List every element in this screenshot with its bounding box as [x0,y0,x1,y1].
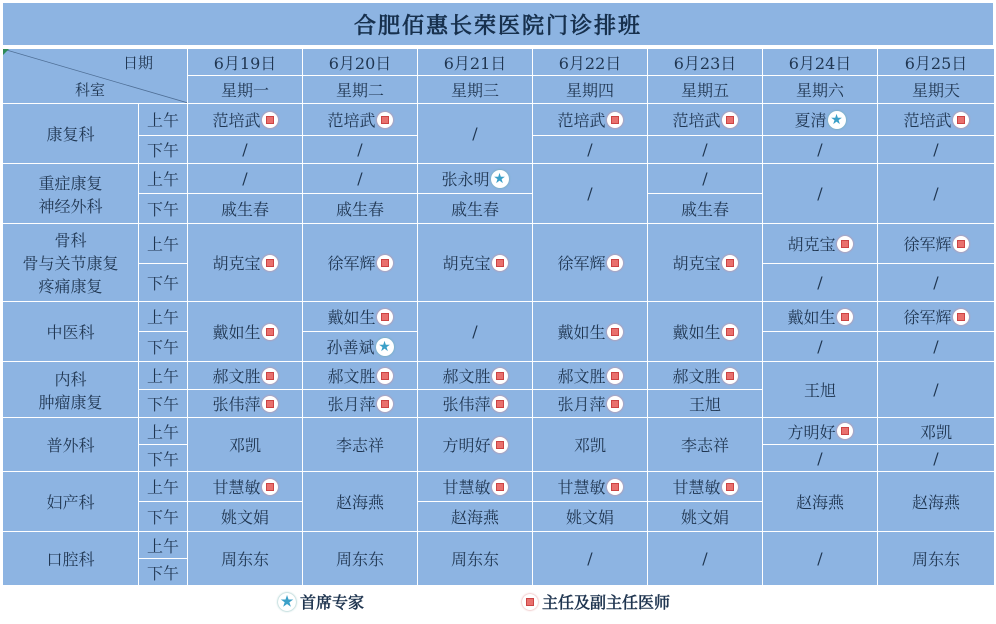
period-pm: 下午 [139,136,188,164]
square-icon [607,396,623,412]
doctor-name: 姚文娟 [648,502,763,532]
dept-line: 疼痛康复 [38,277,103,296]
dept-tcm: 中医科 [3,302,139,362]
doctor-name: 周东东 [188,532,303,586]
doctor-entry [327,364,392,387]
doctor-name: 戚生春 [648,194,763,224]
slash-cell: / [878,445,995,472]
doctor-name: 戚生春 [303,194,418,224]
doctor-entry [557,320,622,343]
slash-cell: / [533,164,648,224]
doctor-name: 郝文胜 [327,367,376,386]
header-corner [3,49,188,104]
square-icon [377,112,393,128]
date-cell: 6月22日 [533,49,648,76]
square-icon [522,594,538,610]
square-icon [262,255,278,271]
slash-cell: / [188,164,303,194]
dept-line: 神经外科 [38,196,103,216]
doctor-name: 范培武 [672,111,721,130]
dept-line: 肿瘤康复 [38,392,103,412]
square-icon [492,479,508,495]
doctor-name: 胡克宝 [212,254,261,273]
slash-cell: / [878,136,995,164]
doctor-name: 甘慧敏 [442,478,491,497]
square-icon [607,479,623,495]
slash-cell: / [763,532,878,586]
doctor-name: 邓凯 [188,418,303,472]
doctor-name: 周东东 [878,532,995,586]
slash-cell: / [533,532,648,586]
square-icon [262,112,278,128]
doctor-entry [212,320,277,343]
doctor-entry [672,320,737,343]
doctor-entry [787,232,852,255]
dept-obgyn: 妇产科 [3,472,139,532]
period-am: 上午 [139,418,188,445]
doctor-entry [794,108,845,131]
doctor-name: 胡克宝 [787,235,836,254]
legend-director-label: 主任及副主任医师 [542,593,671,612]
doctor-entry [442,433,507,456]
period-am: 上午 [139,472,188,502]
period-am: 上午 [139,224,188,264]
doctor-name: 甘慧敏 [557,478,606,497]
slash-cell: / [878,362,995,418]
doctor-name: 张伟萍 [442,395,491,414]
doctor-name: 张永明 [441,170,490,189]
square-icon [837,423,853,439]
doctor-name: 邓凯 [878,418,995,445]
slash-cell: / [878,164,995,224]
date-label: 日期 [122,54,153,72]
star-icon: ★ [278,593,296,611]
slash-cell: / [303,136,418,164]
square-icon [607,324,623,340]
doctor-entry [327,392,392,415]
doctor-entry [442,392,507,415]
doctor-name: 李志祥 [648,418,763,472]
date-cell: 6月25日 [878,49,995,76]
slash-cell: / [303,164,418,194]
schedule-sheet [2,2,994,582]
square-icon [837,236,853,252]
doctor-name: 郝文胜 [557,367,606,386]
square-icon [722,324,738,340]
slash-cell: / [188,136,303,164]
square-icon [377,255,393,271]
dept-surgery: 普外科 [3,418,139,472]
slash-cell: / [418,104,533,164]
doctor-entry [672,364,737,387]
square-icon [492,368,508,384]
doctor-entry [326,335,393,358]
doctor-name: 范培武 [212,111,261,130]
dept-label: 科室 [75,81,106,99]
period-am: 上午 [139,104,188,136]
square-icon [492,396,508,412]
doctor-entry [442,475,507,498]
slash-cell: / [763,445,878,472]
square-icon [262,368,278,384]
square-icon [953,236,969,252]
doctor-entry [212,251,277,274]
doctor-entry [327,251,392,274]
legend [0,588,996,618]
doctor-name: 徐军辉 [903,235,952,254]
square-icon [377,396,393,412]
square-icon [722,255,738,271]
legend-chief-label: 首席专家 [300,593,365,612]
doctor-name: 范培武 [557,111,606,130]
slash-cell: / [648,136,763,164]
square-icon [837,309,853,325]
slash-cell: / [648,532,763,586]
doctor-name: 赵海燕 [878,472,995,532]
slash-cell: / [878,332,995,362]
doctor-entry [327,305,392,328]
dept-line: 重症康复 [38,173,103,193]
doctor-entry [441,167,508,190]
square-icon [377,309,393,325]
square-icon [492,255,508,271]
star-icon: ★ [376,338,394,356]
square-icon [953,309,969,325]
period-pm: 下午 [139,332,188,362]
doctor-name: 姚文娟 [188,502,303,532]
doctor-name: 王旭 [648,390,763,418]
doctor-entry [903,108,968,131]
dept-severe [3,164,139,224]
square-icon [377,368,393,384]
doctor-entry [787,305,852,328]
slash-cell: / [763,264,878,302]
doctor-name: 徐军辉 [557,254,606,273]
period-pm: 下午 [139,390,188,418]
doctor-name: 邓凯 [533,418,648,472]
weekday-cell: 星期一 [188,76,303,104]
slash-cell: / [648,164,763,194]
doctor-name: 胡克宝 [672,254,721,273]
doctor-entry [212,108,277,131]
doctor-entry [557,108,622,131]
period-am: 上午 [139,362,188,390]
doctor-entry [557,475,622,498]
doctor-entry [212,475,277,498]
doctor-entry [672,251,737,274]
square-icon [262,479,278,495]
weekday-cell: 星期天 [878,76,995,104]
dept-ortho [3,224,139,302]
doctor-name: 姚文娟 [533,502,648,532]
dept-line: 骨科 [54,231,87,250]
doctor-entry [672,108,737,131]
weekday-cell: 星期二 [303,76,418,104]
weekday-cell: 星期四 [533,76,648,104]
square-icon [492,437,508,453]
period-am: 上午 [139,164,188,194]
doctor-name: 胡克宝 [442,254,491,273]
doctor-name: 赵海燕 [763,472,878,532]
doctor-name: 郝文胜 [672,367,721,386]
dept-line: 内科 [54,369,87,389]
square-icon [722,112,738,128]
doctor-name: 王旭 [763,362,878,418]
period-pm: 下午 [139,502,188,532]
doctor-name: 夏清 [794,111,827,130]
doctor-name: 甘慧敏 [212,478,261,497]
square-icon [607,368,623,384]
period-pm: 下午 [139,559,188,586]
legend-chief [278,590,364,613]
dept-dental: 口腔科 [3,532,139,586]
doctor-entry [212,392,277,415]
doctor-entry [557,364,622,387]
period-am: 上午 [139,532,188,559]
doctor-name: 徐军辉 [903,308,952,327]
doctor-entry [557,392,622,415]
doctor-name: 郝文胜 [212,367,261,386]
square-icon [722,479,738,495]
doctor-name: 范培武 [903,111,952,130]
doctor-name: 戴如生 [327,308,376,327]
period-pm: 下午 [139,445,188,472]
slash-cell: / [878,264,995,302]
date-cell: 6月21日 [418,49,533,76]
dept-internal [3,362,139,418]
doctor-name: 徐军辉 [327,254,376,273]
doctor-entry [212,364,277,387]
doctor-entry [672,475,737,498]
doctor-name: 张月萍 [327,395,376,414]
dept-rehab: 康复科 [3,104,139,164]
doctor-entry [903,305,968,328]
doctor-name: 方明好 [442,436,491,455]
slash-cell: / [533,136,648,164]
doctor-name: 戚生春 [188,194,303,224]
square-icon [607,255,623,271]
slash-cell: / [418,302,533,362]
star-icon: ★ [491,170,509,188]
star-icon: ★ [828,111,846,129]
doctor-name: 戴如生 [212,323,261,342]
legend-director [522,590,670,613]
slash-cell: / [763,332,878,362]
square-icon [607,112,623,128]
page-title: 合肥佰惠长荣医院门诊排班 [2,2,994,46]
doctor-name: 方明好 [787,422,836,442]
square-icon [953,112,969,128]
weekday-cell: 星期六 [763,76,878,104]
square-icon [262,324,278,340]
doctor-entry [442,364,507,387]
doctor-name: 赵海燕 [303,472,418,532]
period-pm: 下午 [139,194,188,224]
dept-line: 骨与关节康复 [22,254,119,273]
doctor-name: 李志祥 [303,418,418,472]
schedule-table [2,48,995,586]
doctor-name: 戴如生 [787,308,836,327]
slash-cell: / [763,136,878,164]
doctor-name: 张月萍 [557,395,606,414]
doctor-name: 郝文胜 [442,367,491,386]
date-cell: 6月23日 [648,49,763,76]
doctor-entry [787,420,852,443]
weekday-cell: 星期三 [418,76,533,104]
date-cell: 6月20日 [303,49,418,76]
square-icon [722,368,738,384]
doctor-entry [903,232,968,255]
doctor-name: 戴如生 [557,323,606,342]
doctor-entry [557,251,622,274]
doctor-entry [327,108,392,131]
weekday-cell: 星期五 [648,76,763,104]
doctor-name: 周东东 [418,532,533,586]
date-cell: 6月24日 [763,49,878,76]
doctor-name: 赵海燕 [418,502,533,532]
doctor-name: 周东东 [303,532,418,586]
doctor-name: 范培武 [327,111,376,130]
period-pm: 下午 [139,264,188,302]
doctor-name: 甘慧敏 [672,478,721,497]
doctor-name: 孙善斌 [326,338,375,357]
doctor-entry [442,251,507,274]
doctor-name: 戚生春 [418,194,533,224]
slash-cell: / [763,164,878,224]
square-icon [262,396,278,412]
doctor-name: 戴如生 [672,323,721,342]
doctor-name: 张伟萍 [212,395,261,414]
period-am: 上午 [139,302,188,332]
date-cell: 6月19日 [188,49,303,76]
